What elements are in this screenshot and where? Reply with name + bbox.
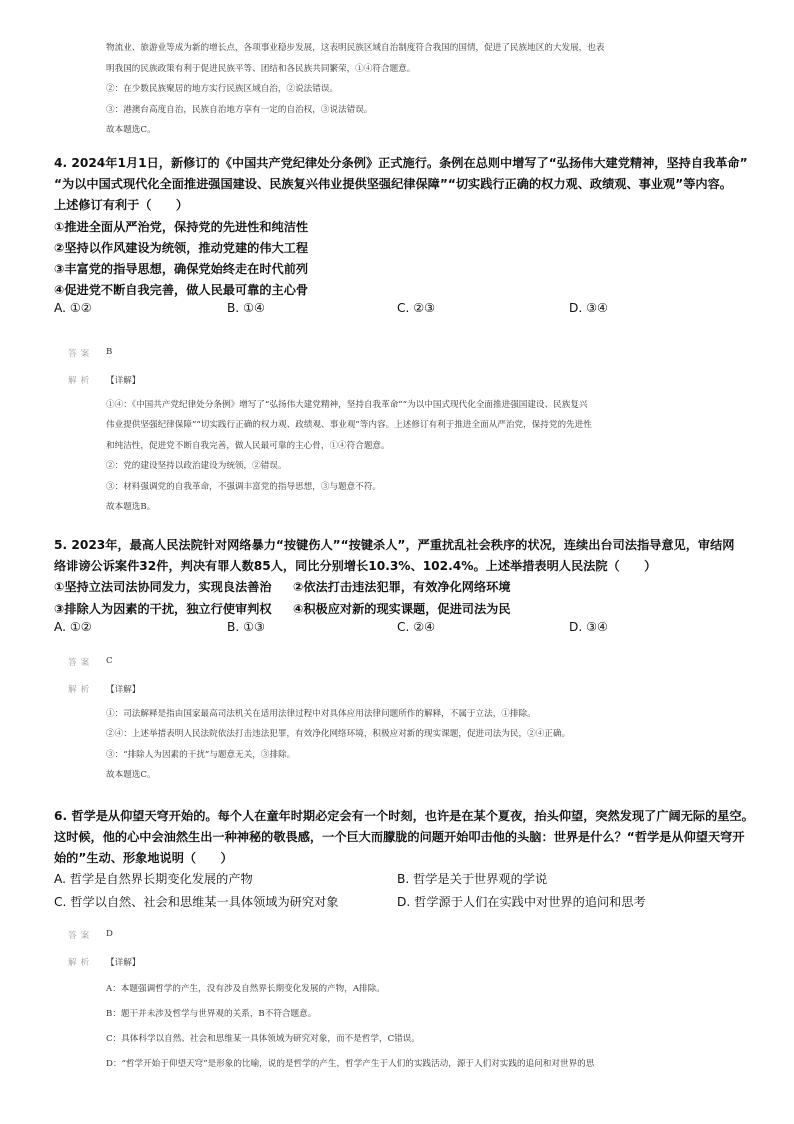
question-5 bbox=[0, 535, 794, 643]
analysis-label: 解析 bbox=[68, 958, 94, 968]
text-line: ③：材料强调党的自我革命，不强调丰富党的指导思想，③与题意不符。 bbox=[106, 481, 382, 492]
analysis-5 bbox=[0, 683, 794, 786]
question-item: ③丰富党的指导思想，确保党始终走在时代前列 bbox=[54, 262, 309, 277]
text-line: A：本题强调哲学的产生，没有涉及自然界长期变化发展的产物，A排除。 bbox=[106, 983, 385, 994]
question-item-row bbox=[0, 577, 794, 598]
answer-6 bbox=[0, 929, 794, 949]
option-a: A. 哲学是自然界长期变化发展的产物 bbox=[54, 871, 253, 886]
question-stem: 络诽谤公诉案件32件，判决有罪人数85人，同比分别增长10.3%、102.4%。上述举措表明人民法院（ ） bbox=[54, 559, 657, 574]
text-line: B：题干并未涉及哲学与世界观的关系，B不符合题意。 bbox=[106, 1008, 317, 1019]
text-line: 和纯洁性，促进党不断自我完善，做人民最可靠的主心骨，①④符合题意。 bbox=[106, 440, 390, 451]
answer-value: C bbox=[106, 656, 113, 666]
detail-label: 【详解】 bbox=[106, 685, 141, 695]
question-item: ④积极应对新的现实课题，促进司法为民 bbox=[293, 601, 511, 616]
question-stem: “为以中国式现代化全面推进强国建设、民族复兴伟业提供坚强纪律保障”“切实践行正确的权力观、政绩观、事业观”等内容。 bbox=[54, 177, 732, 192]
question-item: ②依法打击违法犯罪，有效净化网络环境 bbox=[293, 580, 511, 595]
options-row bbox=[0, 620, 794, 643]
text-line: 故本题选C。 bbox=[106, 125, 156, 135]
question-stem: 上述修订有利于（ ） bbox=[54, 198, 189, 213]
answer-row bbox=[0, 347, 794, 367]
question-stem: 始的”生动、形象地说明（ ） bbox=[54, 851, 233, 866]
analysis-row bbox=[0, 374, 794, 395]
options-row bbox=[0, 301, 794, 324]
option-a: A. ①② bbox=[54, 619, 92, 634]
options-row bbox=[0, 870, 794, 893]
option-b: B. ①③ bbox=[227, 619, 265, 634]
detail-label: 【详解】 bbox=[106, 376, 141, 386]
text-line: ①④：《中国共产党纪律处分条例》增写了“弘扬伟大建党精神，坚持自我革命”“为以中国式现代化全面推进强国建设、民族复兴 bbox=[106, 399, 588, 410]
question-stem: 4. 2024年1月1日，新修订的《中国共产党纪律处分条例》正式施行。条例在总则中增写了“弘扬伟大建党精神，坚持自我革命” bbox=[54, 156, 748, 170]
text-line: 伟业提供坚强纪律保障”“切实践行正确的权力观、政绩观、事业观”等内容。上述修订有利于推进全面从严治党，保持党的先进性 bbox=[106, 420, 592, 430]
question-item-row bbox=[0, 599, 794, 620]
option-a: A. ①② bbox=[54, 301, 92, 316]
option-d: D. ③④ bbox=[569, 619, 608, 634]
analysis-4 bbox=[0, 374, 794, 518]
question-item: ④促进党不断自我完善，做人民最可靠的主心骨 bbox=[54, 283, 309, 298]
text-line: C：具体科学以自然、社会和思维某一具体领域为研究对象，而不是哲学，C错误。 bbox=[106, 1033, 420, 1044]
text-line: ①：司法解释是指由国家最高司法机关在适用法律过程中对具体应用法律问题所作的解释，不属于立法，①排除。 bbox=[106, 708, 536, 719]
question-item: ①推进全面从严治党，保持党的先进性和纯洁性 bbox=[54, 219, 309, 234]
text-line: ②：党的建设坚持以政治建设为统领，②错误。 bbox=[106, 461, 287, 471]
question-item: ③排除人为因素的干扰，独立行使审判权 bbox=[54, 601, 272, 616]
question-4 bbox=[0, 153, 794, 324]
question-6 bbox=[0, 806, 794, 916]
answer-label: 答案 bbox=[68, 931, 94, 941]
answer-value: B bbox=[106, 347, 113, 357]
analysis-6 bbox=[0, 956, 794, 1077]
question-item: ①坚持立法司法协同发力，实现良法善治 bbox=[54, 580, 272, 595]
option-b: B. ①④ bbox=[227, 301, 265, 316]
text-line: ③：港澳台高度自治，民族自治地方享有一定的自治权，③说法错误。 bbox=[106, 104, 373, 115]
option-d: D. ③④ bbox=[569, 301, 608, 316]
answer-row bbox=[0, 929, 794, 949]
analysis-row bbox=[0, 956, 794, 977]
analysis-label: 解析 bbox=[68, 685, 94, 695]
options-row bbox=[0, 893, 794, 916]
text-line: D：“哲学开始于仰望天穹”是形象的比喻，说的是哲学的产生，哲学产生于人们的实践活动，源于人们对实践的追问和对世界的思 bbox=[106, 1058, 595, 1069]
text-line: 明我国的民族政策有利于促进民族平等、团结和各民族共同繁荣，①④符合题意。 bbox=[106, 63, 416, 74]
answer-label: 答案 bbox=[68, 658, 94, 668]
question-stem: 6. 哲学是从仰望天穹开始的。每个人在童年时期必定会有一个时刻，也许是在某个夏夜，抬头仰望，突然发现了广阔无际的星空。 bbox=[54, 809, 754, 823]
text-line: 故本题选B。 bbox=[106, 502, 156, 512]
answer-row bbox=[0, 656, 794, 676]
analysis-row bbox=[0, 683, 794, 704]
option-c: C. 哲学以自然、社会和思维某一具体领域为研究对象 bbox=[54, 894, 339, 909]
analysis-label: 解析 bbox=[68, 376, 94, 386]
text-line: 物流业、旅游业等成为新的增长点，各项事业稳步发展，这表明民族区域自治制度符合我国的国情，促进了民族地区的大发展，也表 bbox=[106, 43, 605, 53]
option-c: C. ②④ bbox=[397, 619, 436, 634]
option-b: B. 哲学是关于世界观的学说 bbox=[397, 871, 548, 886]
answer-label: 答案 bbox=[68, 349, 94, 359]
answer-4 bbox=[0, 347, 794, 367]
answer-5 bbox=[0, 656, 794, 676]
question-item: ②坚持以作风建设为统领，推动党建的伟大工程 bbox=[54, 240, 309, 255]
text-line: ②：在少数民族聚居的地方实行民族区域自治，②说法错误。 bbox=[106, 84, 339, 94]
prev-explanation bbox=[0, 38, 794, 141]
question-stem: 这时候，他的心中会油然生出一种神秘的敬畏感，一个巨大而朦胧的问题开始叩击他的头脑：世界是什么？“哲学是从仰望天穹开 bbox=[54, 830, 745, 845]
detail-label: 【详解】 bbox=[106, 958, 141, 968]
option-d: D. 哲学源于人们在实践中对世界的追问和思考 bbox=[397, 894, 646, 909]
text-line: 故本题选C。 bbox=[106, 770, 156, 780]
option-c: C. ②③ bbox=[397, 301, 436, 316]
text-line: ③：“排除人为因素的干扰”与题意无关，③排除。 bbox=[106, 749, 296, 760]
text-line: ②④：上述举措表明人民法院依法打击违法犯罪，有效净化网络环境，积极应对新的现实课题，促进司法为民，②④正确。 bbox=[106, 729, 571, 739]
question-stem: 5. 2023年，最高人民法院针对网络暴力“按键伤人”“按键杀人”，严重扰乱社会秩序的状况，连续出台司法指导意见，审结网 bbox=[54, 538, 735, 552]
answer-value: D bbox=[106, 929, 113, 939]
